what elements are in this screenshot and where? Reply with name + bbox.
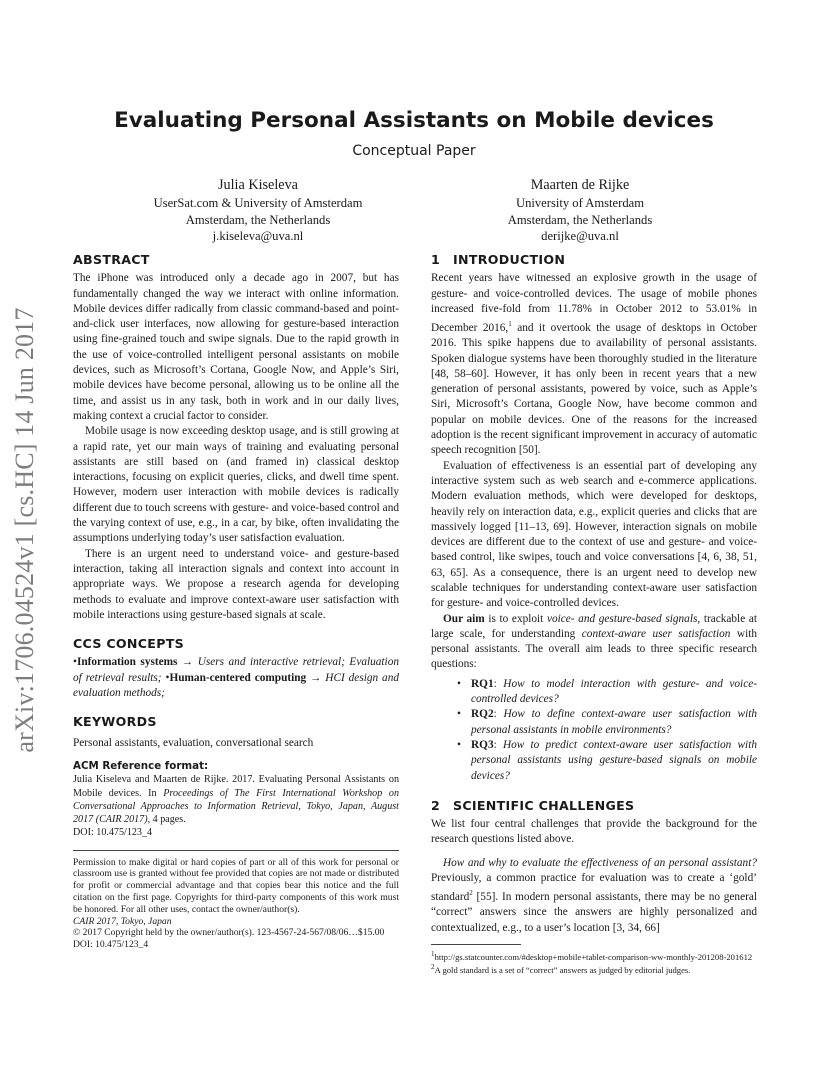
author-block-1 (110, 176, 406, 245)
acm-doi: DOI: 10.475/123_4 (73, 827, 153, 839)
footnote-rule (73, 850, 399, 851)
footnote: $^1$http://gs.statcounter.com/#desktop+mobile+tablet-comparison-ww-monthly-201208-201612 (431, 950, 753, 962)
paper-title: Evaluating Personal Assistants on Mobile devices (114, 108, 714, 133)
author-name: Maarten de Rijke (530, 177, 630, 193)
abstract-heading: ABSTRACT (73, 252, 150, 267)
footnotes (431, 949, 757, 976)
footnote: $^2$A gold standard is a set of “correct” answers as judged by editorial judges. (431, 963, 691, 976)
abstract-paragraph: There is an urgent need to understand voice- and gesture-based interaction, taking all interaction signals and context into account in appropriate ways. We propose a research agenda for developing methods to evaluate and improve context-aware user satisfaction with mobile interactions using gesture-based signals at scale. (73, 547, 399, 621)
research-questions (431, 677, 757, 784)
arxiv-id: arXiv:1706.04524v1 [cs.HC] 14 Jun 2017 (10, 307, 39, 753)
abstract-paragraph: Mobile usage is now exceeding desktop usage, and is still growing at a rapid rate, yet our main ways of training and evaluating personal assistants are still based on (and framed in) classical desktop interactions, focusing on explicit queries, clicks, and dwell time spent. However, modern user interaction with mobile devices is radically different due to touch screens with gesture- and voice-based control and the varying context of use, e.g., in a car, by bike, often invalidating the assumptions underlying today’s user satisfaction evaluation. (73, 425, 399, 545)
left-column (73, 252, 399, 951)
ccs-heading: CCS CONCEPTS (73, 636, 184, 652)
keywords-text: Personal assistants, evaluation, conversational search (73, 736, 314, 749)
ccs-concept-1-detail: Users and interactive retrieval; Evaluation of retrieval results; (73, 656, 399, 684)
ccs-concept-1: Information systems (76, 656, 178, 669)
challenges-paragraph: How and why to evaluate the effectiveness of an personal assistant? Previously, a common practice for evaluation was to create a ‘gold’ standard$^2$ [55]. In modern personal assistants, there may be no general “correct” answers since the answers are highly personalized and contextualized, e.g., to a user’s location [3, 34, 66] (431, 856, 757, 934)
paper-subtitle: Conceptual Paper (352, 143, 476, 159)
list-item: • RQ1: How to model interaction with gesture- and voice-controlled devices? (471, 677, 757, 708)
aim-paragraph: Our aim is to exploit voice- and gesture-based signals, trackable at large scale, for understanding context-aware user satisfaction with personal assistants. The overall aim leads to three specific research questions: (431, 612, 757, 671)
list-item: • RQ3: How to predict context-aware user satisfaction with personal assistants using gesture-based signals on mobile devices? (471, 738, 757, 784)
ccs-concepts: •Information systems → Users and interactive retrieval; Evaluation of retrieval results; •Human-centered computing → HCI design and evaluation methods; (73, 656, 400, 700)
intro-paragraph: Evaluation of effectiveness is an essential part of developing any interactive system such as web search and e-commerce applications. Modern evaluation methods, which were developed for desktops, heavily rely on interaction data, e.g., explicit queries and clicks that are massively logged [11–13, 69]. However, interaction signals on mobile devices are different due to the context of use and gesture- and voice-based control, like swipes, touch and voice conversations [4, 6, 38, 51, 63, 65]. As a consequence, there is an urgent need to develop new scalable techniques for understanding context-aware user satisfaction for gesture- and voice-controlled devices. (431, 459, 757, 610)
list-item: • RQ2: How to define context-aware user satisfaction with personal assistants in mobile environments? (471, 707, 757, 738)
abstract-paragraph: The iPhone was introduced only a decade ago in 2007, but has fundamentally changed the way we interact with online information. Mobile devices differ radically from classic command-based and point-and-click user interfaces, now allowing for gesture-based interaction using fine-grained touch and swipe signals. Due to the rapid growth in the use of voice-controlled intelligent personal assistants on mobile devices, such as Microsoft’s Cortana, Google Now, and Apple’s Siri, mobile devices have become personal, allowing us to be online all the time, and assist us in any task, both in work and in our daily lives, making context a crucial factor to consider. (73, 272, 399, 422)
author-email: j.kiseleva@uva.nl (212, 229, 304, 244)
acm-reference-heading: ACM Reference format: (73, 759, 209, 772)
right-column (431, 252, 757, 976)
keywords-heading: KEYWORDS (73, 714, 157, 730)
permission-notice: Permission to make digital or hard copies of part or all of this work for personal or classroom use is granted without fee provided that copies are not made or distributed for profit or commercial advantage and that copies bear this notice and the full citation on the first page. Copyrights for third-party components of this work must be honored. For all other uses, contact the owner/author(s). CAIR 2017, Tokyo, Japan © 2017 Copyright held by the owner/author(s). 123-4567-24-567/08/06…$15.00 DOI: 10.475/123_4 (73, 856, 399, 951)
author-location: Amsterdam, the Netherlands (185, 212, 331, 227)
author-name: Julia Kiseleva (218, 177, 298, 193)
ccs-concept-2: Human-centered computing (169, 671, 307, 684)
arxiv-stamp (5, 290, 45, 770)
author-location: Amsterdam, the Netherlands (507, 212, 653, 227)
footnote-rule (431, 944, 521, 945)
author-block-2 (432, 176, 728, 245)
intro-heading: 1 INTRODUCTION (431, 252, 566, 267)
acm-reference: ACM Reference format: Julia Kiseleva and Maarten de Rijke. 2017. Evaluating Personal Assistants on Mobile devices. In Proceedings of The First International Workshop on Conversational Approaches to Information Retrieval, Tokyo, Japan, August 2017 (CAIR 2017), 4 pages. DOI: 10.475/123_4 (73, 759, 399, 839)
ccs-concept-2-detail: HCI design and evaluation methods; (73, 671, 400, 700)
author-affiliation: UserSat.com & University of Amsterdam (153, 196, 363, 210)
author-email: derijke@uva.nl (541, 229, 619, 244)
intro-paragraph: Recent years have witnessed an explosive growth in the usage of gesture- and voice-controlled devices. The usage of mobile phones increased five-fold from 11.78% in October 2012 to 53.01% in December 2016,$^1$ and it overtook the usage of desktops in October 2016. This spike happens due to availability of personal assistants. Spoken dialogue systems have been thoroughly studied in the literature [48, 58–60]. However, it has only been in recent years that a new generation of personal assistants, powered by voice, such as Apple’s Siri, Microsoft’s Cortana, Google Now, have become common and popular on mobile devices. One of the reasons for the increased adoption is the recent significant improvement in accuracy of automatic speech recognition [50]. (431, 272, 757, 457)
challenges-paragraph: We list four central challenges that provide the background for the research questions listed above. (431, 818, 757, 846)
challenges-heading: 2 SCIENTIFIC CHALLENGES (431, 797, 635, 813)
author-affiliation: University of Amsterdam (515, 196, 644, 210)
